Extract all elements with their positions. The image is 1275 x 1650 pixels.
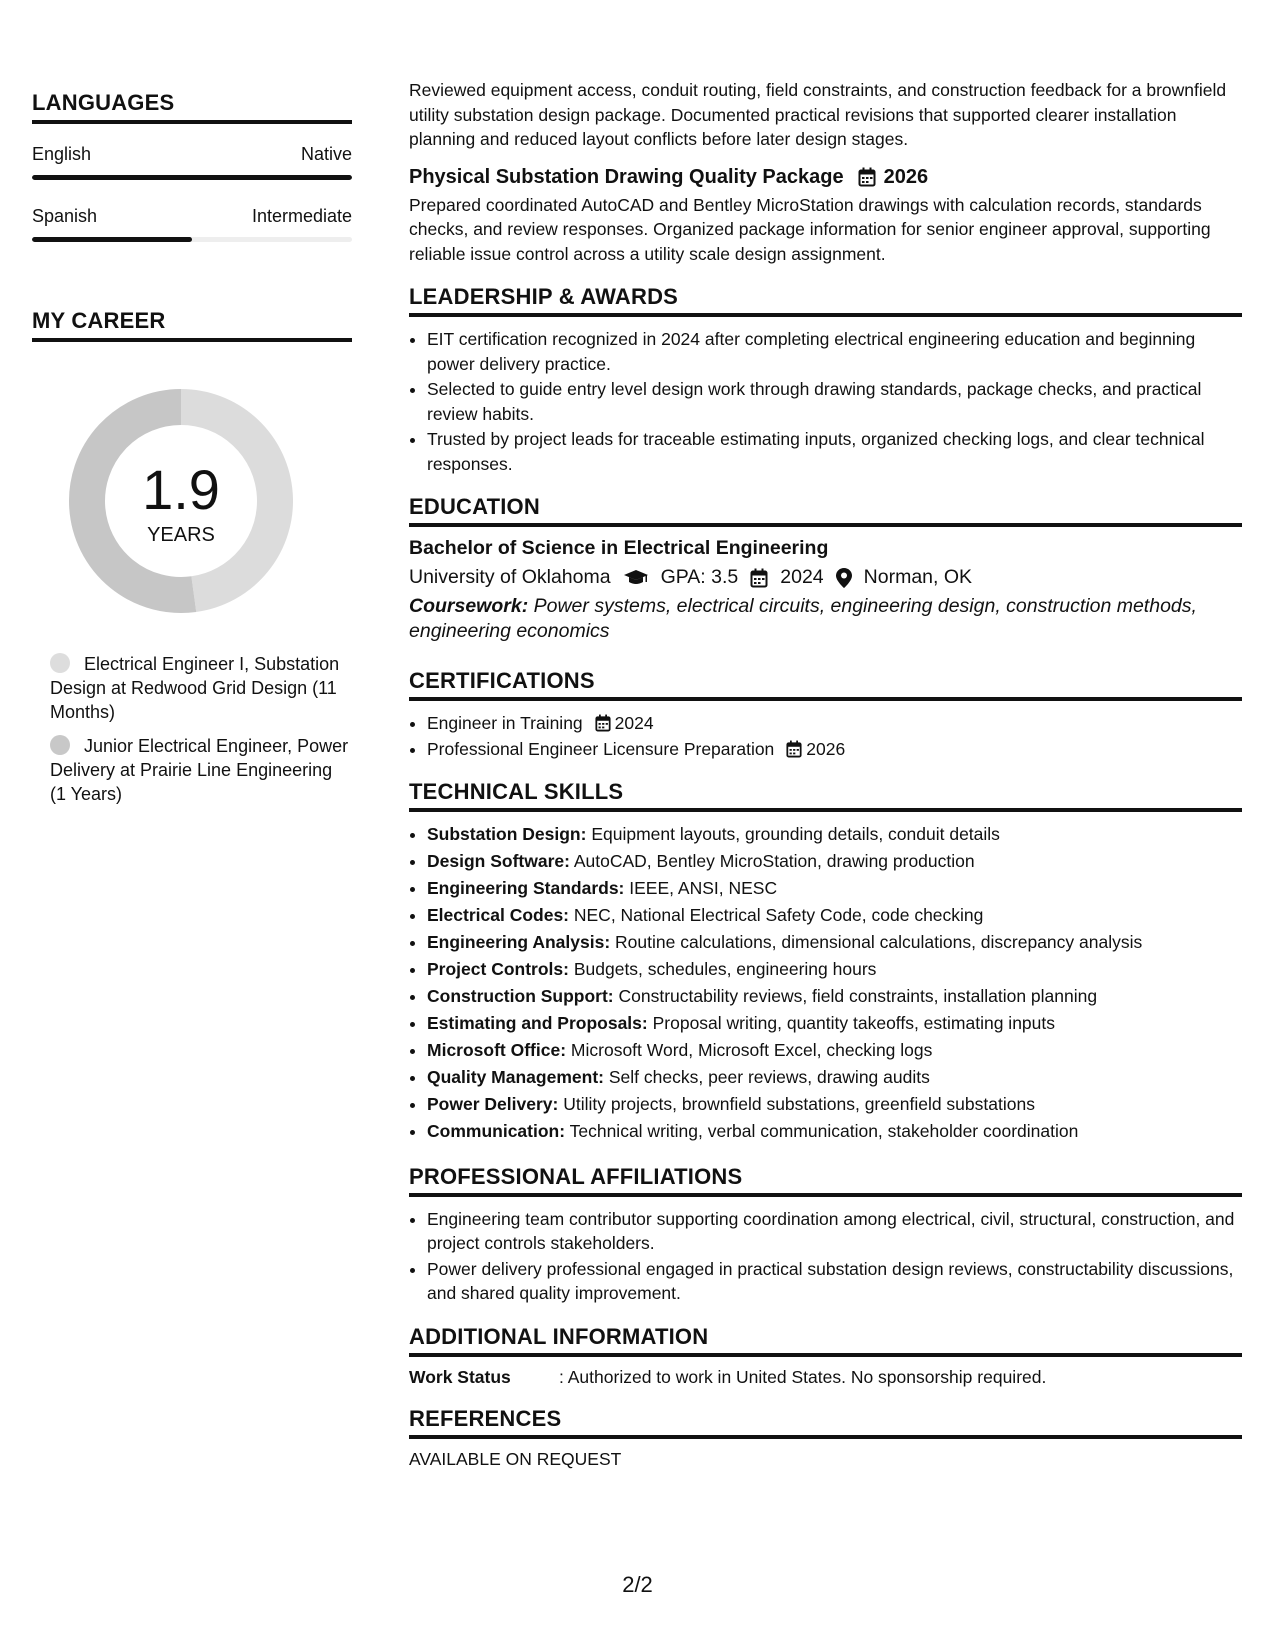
affiliations-section: [409, 1164, 1242, 1306]
skill-text: Budgets, schedules, engineering hours: [573, 959, 877, 979]
language-proficiency-bar: [32, 175, 352, 180]
skill-label: Design Software:: [427, 851, 570, 871]
work-status-value: : Authorized to work in United States. No sponsorship required.: [559, 1366, 1047, 1387]
coursework-label: Coursework:: [409, 595, 529, 617]
project-title-text: Physical Substation Drawing Quality Package: [409, 165, 844, 188]
list-item: [427, 711, 1242, 736]
skill-label: Engineering Analysis:: [427, 932, 611, 952]
skill-label: Electrical Codes:: [427, 905, 569, 925]
skill-item: [427, 1011, 1242, 1036]
skill-text: Utility projects, brownfield substations, greenfield substations: [563, 1094, 1035, 1114]
skill-text: IEEE, ANSI, NESC: [629, 878, 778, 898]
career-donut-chart: [66, 386, 296, 616]
references-text: AVAILABLE ON REQUEST: [409, 1448, 622, 1469]
certification-year: 2024: [614, 713, 654, 733]
education-school: University of Oklahoma: [409, 566, 611, 588]
certification-name: • Professional Engineer Licensure Preparation: [427, 738, 775, 759]
education-heading: EDUCATION: [409, 494, 1242, 527]
location-pin-icon: [836, 568, 852, 588]
career-total-unit: YEARS: [147, 524, 215, 546]
language-name: Spanish: [32, 206, 98, 226]
legend-dot-icon: [50, 653, 70, 673]
education-details: [409, 566, 1242, 589]
skill-text: Equipment layouts, grounding details, conduit details: [591, 824, 1000, 844]
skill-item: [427, 1119, 1242, 1144]
project-intro-text: Reviewed equipment access, conduit routing, field constraints, and construction feedback for a brownfield utility substation design package. Documented practical revisions that supported clearer installation planning and reduced layout conflicts before later design stages.: [409, 80, 1227, 149]
career-legend: [32, 652, 352, 806]
language-name: English: [32, 144, 92, 164]
skill-text: Technical writing, verbal communication, stakeholder coordination: [569, 1121, 1079, 1141]
education-coursework: [409, 594, 1242, 644]
calendar-icon: [858, 167, 876, 187]
legend-dot-icon: [50, 735, 70, 755]
affiliations-heading: PROFESSIONAL AFFILIATIONS: [409, 1164, 1242, 1197]
calendar-icon: [595, 714, 611, 732]
language-level: Native: [300, 144, 352, 164]
languages-heading: LANGUAGES: [32, 90, 352, 124]
education-gpa: GPA: 3.5: [660, 566, 739, 588]
language-proficiency-fill: [32, 237, 192, 242]
skill-text: Self checks, peer reviews, drawing audits: [608, 1067, 930, 1087]
list-item: • Power delivery professional engaged in practical substation design reviews, constructability discussions, and shared quality improvement.: [427, 1257, 1242, 1306]
work-status-row: [409, 1367, 1242, 1388]
skill-item: [427, 822, 1242, 847]
skill-item: [427, 876, 1242, 901]
list-item: • EIT certification recognized in 2024 after completing electrical engineering education and beginning power delivery practice.: [427, 327, 1242, 376]
page-number: 2/2: [622, 1572, 653, 1597]
skill-label: Quality Management:: [427, 1067, 604, 1087]
references-heading: REFERENCES: [409, 1406, 1242, 1439]
certifications-list: [409, 711, 1242, 761]
additional-section: [409, 1324, 1242, 1388]
skill-label: Power Delivery:: [427, 1094, 559, 1114]
references-section: [409, 1406, 1242, 1470]
skill-item: [427, 903, 1242, 928]
additional-heading: ADDITIONAL INFORMATION: [409, 1324, 1242, 1357]
work-status-key: Work Status: [409, 1366, 511, 1387]
list-item: • Trusted by project leads for traceable estimating inputs, organized checking logs, and clear technical responses.: [427, 427, 1242, 476]
project-title: [409, 166, 1242, 189]
skills-heading: TECHNICAL SKILLS: [409, 779, 1242, 812]
certifications-section: [409, 668, 1242, 761]
skills-list: [409, 822, 1242, 1144]
skill-label: Project Controls:: [427, 959, 569, 979]
certification-year: 2026: [806, 738, 846, 759]
skill-text: NEC, National Electrical Safety Code, code checking: [573, 905, 984, 925]
leadership-list: [409, 327, 1242, 476]
career-total-value: 1.9: [142, 458, 220, 521]
skill-item: [427, 1038, 1242, 1063]
skill-label: Estimating and Proposals:: [427, 1013, 648, 1033]
list-item: • Engineering team contributor supporting coordination among electrical, civil, structural, construction, and project controls stakeholders.: [427, 1207, 1242, 1256]
leadership-section: [409, 284, 1242, 476]
education-section: [409, 494, 1242, 644]
language-item: [32, 144, 352, 180]
career-legend-text: Electrical Engineer I, Substation Design at Redwood Grid Design (11 Months): [50, 654, 340, 722]
career-heading: MY CAREER: [32, 308, 352, 342]
skill-text: Microsoft Word, Microsoft Excel, checking logs: [570, 1040, 933, 1060]
education-degree: Bachelor of Science in Electrical Engineering: [409, 537, 829, 559]
language-proficiency-bar: [32, 237, 352, 242]
skill-text: Constructability reviews, field constraints, installation planning: [618, 986, 1098, 1006]
leadership-heading: LEADERSHIP & AWARDS: [409, 284, 1242, 317]
skill-item: [427, 849, 1242, 874]
skill-label: Construction Support:: [427, 986, 614, 1006]
list-item: • Selected to guide entry level design work through drawing standards, package checks, and practical review habits.: [427, 377, 1242, 426]
project-year: 2026: [883, 165, 929, 188]
skill-label: Communication:: [427, 1121, 566, 1141]
project-description: Prepared coordinated AutoCAD and Bentley MicroStation drawings with calculation records, standards checks, and review responses. Organized package information for senior engineer approval, supporting reliable issue control across a utility scale design assignment.: [409, 194, 1211, 264]
language-level: Intermediate: [251, 206, 352, 226]
skills-section: [409, 779, 1242, 1144]
left-column: [32, 90, 352, 816]
right-column: [409, 78, 1242, 1470]
career-legend-item: [50, 652, 352, 724]
skill-label: Engineering Standards:: [427, 878, 625, 898]
skill-label: Substation Design:: [427, 824, 587, 844]
skill-text: Proposal writing, quantity takeoffs, estimating inputs: [652, 1013, 1055, 1033]
language-proficiency-fill: [32, 175, 352, 180]
coursework-text: Power systems, electrical circuits, engineering design, construction methods, engineering economics: [409, 595, 1197, 642]
calendar-icon: [750, 568, 768, 588]
skill-text: AutoCAD, Bentley MicroStation, drawing production: [573, 851, 975, 871]
skill-item: [427, 930, 1242, 955]
skill-item: [427, 1065, 1242, 1090]
graduation-cap-icon: [623, 569, 649, 587]
skill-item: [427, 1092, 1242, 1117]
affiliations-list: [409, 1207, 1242, 1306]
skill-item: [427, 957, 1242, 982]
career-legend-text: Junior Electrical Engineer, Power Delivery at Prairie Line Engineering (1 Years): [50, 736, 349, 804]
skill-label: Microsoft Office:: [427, 1040, 567, 1060]
education-location: Norman, OK: [863, 566, 973, 588]
calendar-icon: [786, 740, 802, 758]
list-item: [427, 737, 1242, 762]
education-year: 2024: [780, 566, 824, 588]
language-item: [32, 206, 352, 242]
skill-item: [427, 984, 1242, 1009]
career-legend-item: [50, 734, 352, 806]
certifications-heading: CERTIFICATIONS: [409, 668, 1242, 701]
skill-text: Routine calculations, dimensional calculations, discrepancy analysis: [615, 932, 1143, 952]
certification-name: • Engineer in Training: [427, 713, 583, 733]
